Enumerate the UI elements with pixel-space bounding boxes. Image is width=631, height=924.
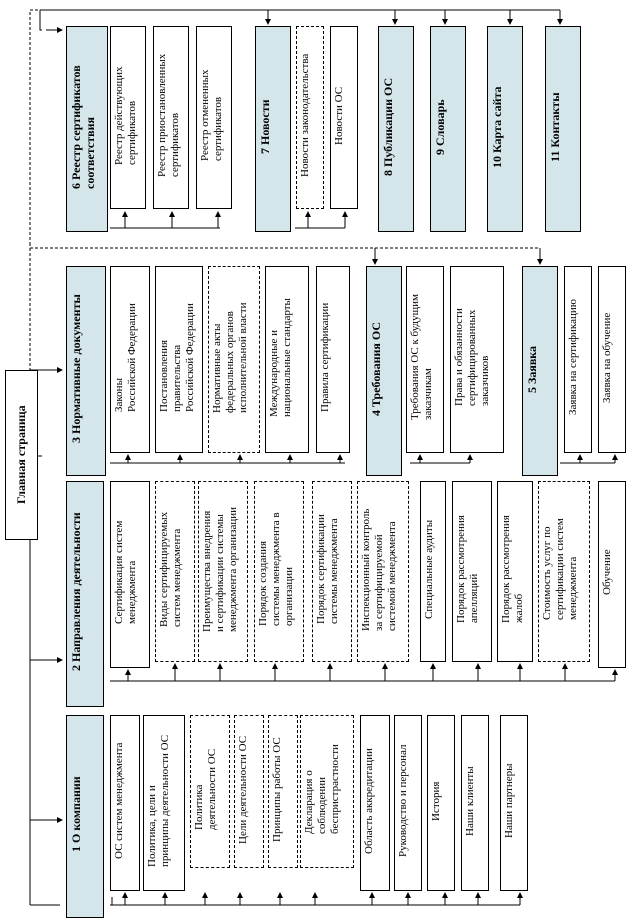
item-label: Требования ОС к будущим заказчикам (409, 294, 434, 421)
list-item[interactable] (208, 266, 260, 453)
item-label: Обучение (601, 549, 613, 596)
list-item[interactable] (234, 715, 264, 868)
item-label: Сертификация систем менеджмента (113, 520, 138, 625)
section-2-activities[interactable] (66, 481, 104, 707)
item-label: Стоимость услуг по сертификации систем менеджмента (541, 518, 579, 621)
item-label: Виды сертифицируемых систем менеджмента (158, 511, 183, 628)
item-label: Заявка на сертификацию (567, 299, 579, 416)
list-item[interactable] (452, 481, 492, 662)
list-item[interactable] (500, 715, 528, 891)
home-page-box[interactable] (5, 370, 38, 540)
list-item[interactable] (312, 481, 352, 662)
list-item[interactable] (153, 26, 189, 209)
item-label: Руководство и персонал (397, 744, 409, 858)
list-item[interactable] (461, 715, 489, 891)
item-label: Законы Российской Федерации (113, 303, 138, 412)
item-label: Международные и национальные стандарты (268, 298, 293, 417)
list-item[interactable] (300, 715, 354, 868)
item-label: Новости ОС (333, 86, 345, 145)
list-item[interactable] (110, 481, 150, 668)
list-item[interactable] (564, 266, 592, 453)
list-item[interactable] (360, 715, 390, 891)
item-label: Цели деятельности ОС (237, 735, 249, 844)
item-label: Заявка на обучение (601, 312, 613, 403)
item-label: Реестр действующих сертификатов (113, 66, 138, 165)
item-label: Специальные аудиты (423, 519, 435, 620)
item-label: История (430, 781, 442, 821)
item-label: Преимущества внедрения и сертификации системы менеджмента организации (201, 506, 239, 633)
list-item[interactable] (143, 715, 185, 891)
list-item[interactable] (296, 26, 324, 209)
item-label: Политика деятельности ОС (193, 748, 218, 831)
item-label: Порядок рассмотрения жалоб (500, 515, 525, 624)
item-label: Политика, цели и принципы деятельности ОС (146, 734, 171, 868)
section-6-title: 6 Реестр сертификатов соответствия (69, 65, 97, 189)
section-3-regulatory-documents[interactable] (66, 266, 106, 476)
section-9-glossary[interactable] (430, 26, 466, 232)
section-4-title: 4 Требования ОС (369, 321, 383, 417)
item-label: Декларация о соблюдении беспристрастности (303, 744, 341, 835)
section-6-registry[interactable] (66, 26, 108, 232)
list-item[interactable] (538, 481, 590, 662)
item-label: Порядок создания системы менеджмента в организации (257, 512, 295, 627)
list-item[interactable] (427, 715, 455, 891)
item-label: Инспекционный контроль за сертифицируемой системой менеджмента (360, 508, 398, 631)
item-label: Принципы работы ОС (271, 737, 283, 842)
item-label: Порядок рассмотрения апелляций (455, 515, 480, 624)
list-item[interactable] (110, 715, 140, 891)
item-label: Постановления правительства Российской Федерации (158, 303, 196, 412)
section-7-news[interactable] (255, 26, 291, 232)
list-item[interactable] (110, 266, 150, 453)
item-label: Права и обязанности сертифицированных заказчиков (453, 308, 491, 407)
section-2-title: 2 Направления деятельности (69, 512, 83, 672)
list-item[interactable] (254, 481, 304, 662)
item-label: Наши клиенты (464, 766, 476, 836)
section-10-sitemap[interactable] (487, 26, 523, 232)
section-8-publications[interactable] (378, 26, 414, 232)
list-item[interactable] (497, 481, 533, 662)
list-item[interactable] (406, 266, 444, 453)
item-label: Нормативные акты федеральных органов исполнительной власти (211, 302, 249, 413)
list-item[interactable] (598, 481, 626, 668)
item-label: Реестр отмененных сертификатов (199, 69, 224, 162)
section-5-title: 5 Заявка (525, 345, 539, 393)
item-label: Новости законодательства (299, 53, 311, 178)
section-8-title: 8 Публикации ОС (381, 77, 395, 177)
list-item[interactable] (265, 266, 309, 453)
list-item[interactable] (450, 266, 504, 453)
item-label: Порядок сертификации системы менеджмента (315, 514, 340, 625)
item-label: Реестр приостановленных сертификатов (156, 53, 181, 178)
list-item[interactable] (357, 481, 409, 662)
list-item[interactable] (196, 26, 232, 209)
list-item[interactable] (420, 481, 446, 662)
item-label: ОС систем менеджмента (113, 742, 125, 860)
item-label: Наши партнеры (503, 763, 515, 839)
section-1-about[interactable] (66, 715, 104, 918)
list-item[interactable] (598, 266, 626, 453)
item-label: Правила сертификации (319, 302, 331, 413)
section-4-requirements[interactable] (366, 266, 402, 476)
list-item[interactable] (330, 26, 358, 209)
list-item[interactable] (155, 481, 195, 662)
section-9-title: 9 Словарь (433, 99, 447, 155)
section-7-title: 7 Новости (258, 99, 272, 155)
section-11-contacts[interactable] (545, 26, 581, 232)
section-3-title: 3 Нормативные документы (69, 294, 83, 444)
home-label: Главная страница (14, 405, 28, 505)
list-item[interactable] (316, 266, 350, 453)
section-10-title: 10 Карта сайта (490, 86, 504, 168)
list-item[interactable] (198, 481, 248, 662)
list-item[interactable] (155, 266, 203, 453)
list-item[interactable] (190, 715, 230, 868)
section-1-title: 1 О компании (69, 776, 83, 853)
list-item[interactable] (110, 26, 146, 209)
item-label: Область аккредитации (363, 748, 375, 854)
section-5-application[interactable] (522, 266, 558, 476)
list-item[interactable] (394, 715, 422, 891)
list-item[interactable] (268, 715, 298, 868)
section-11-title: 11 Контакты (548, 92, 562, 162)
